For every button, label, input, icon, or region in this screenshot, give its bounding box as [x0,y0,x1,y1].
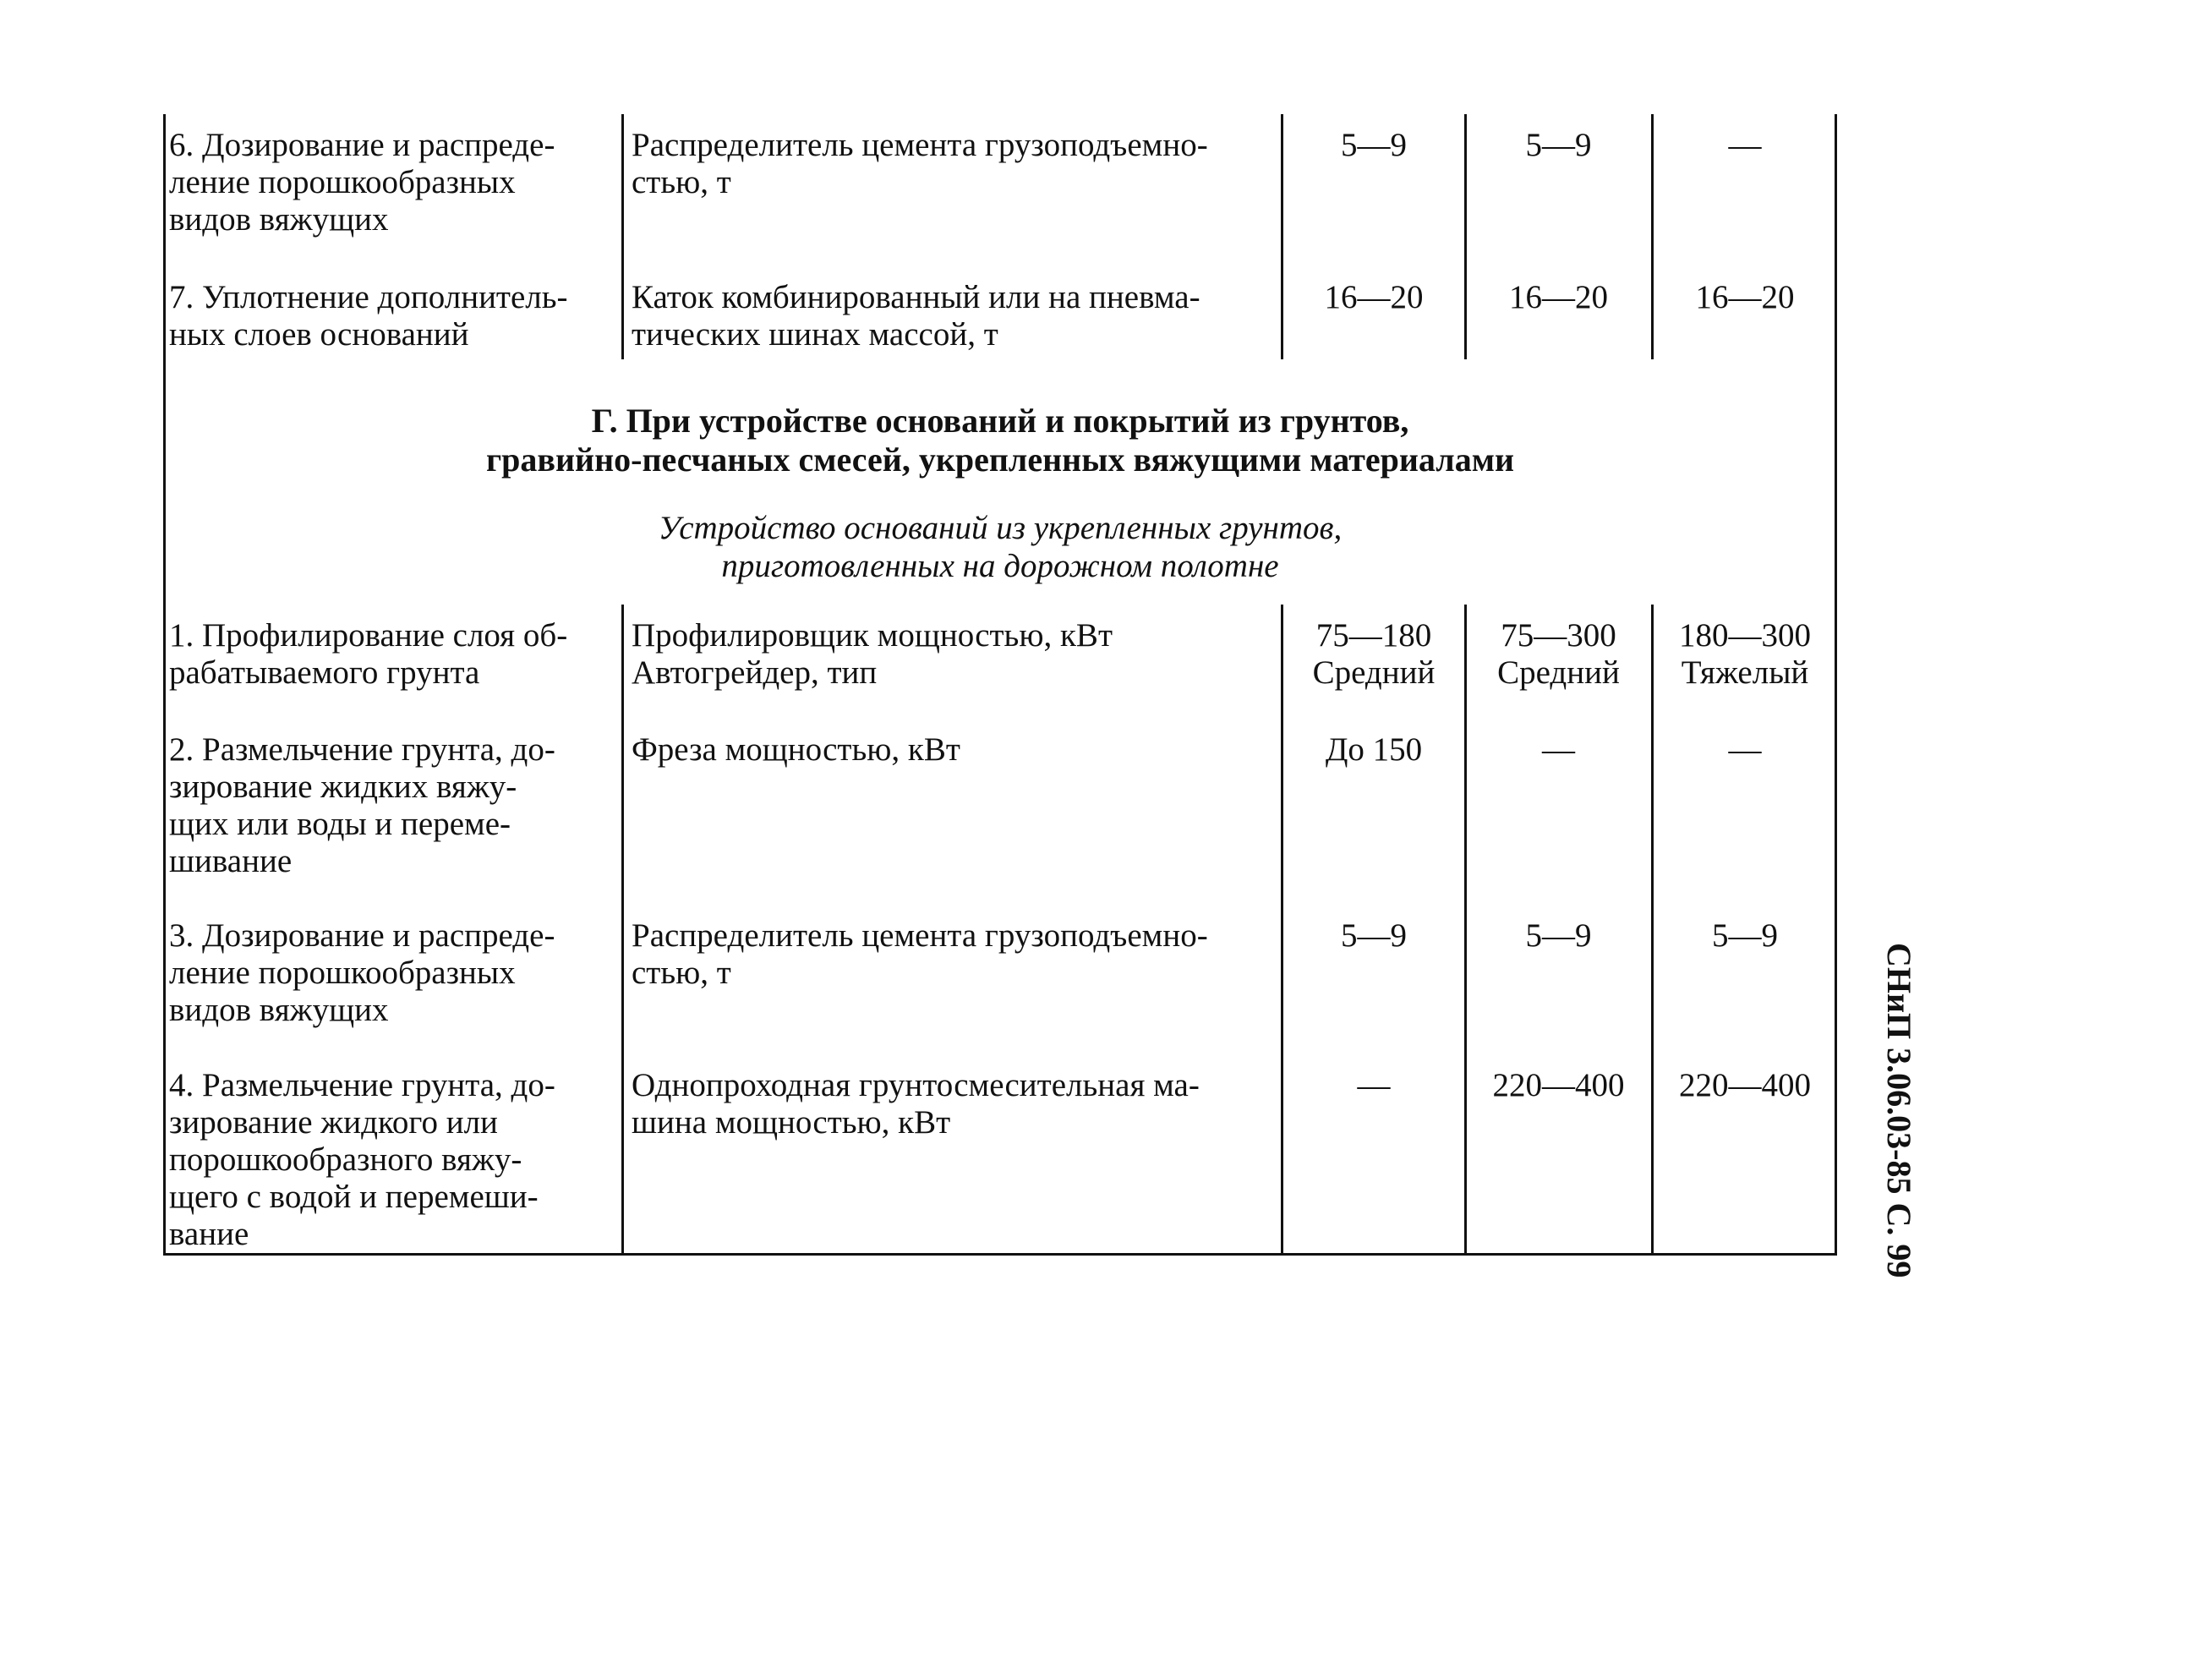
machine-line: Фреза мощностью, кВт [632,731,960,768]
machine-line: Однопроходная грунтосмесительная ма- [632,1067,1200,1103]
value-line: 5—9 [1341,127,1407,163]
value-line: 220—400 [1492,1067,1625,1103]
machine-cell [632,917,1274,992]
col-divider-3-bottom [1464,605,1467,1256]
value-cell-2 [1468,917,1649,955]
machine-cell [632,279,1274,353]
value-cell-1 [1285,127,1463,164]
work-name-line: щих или воды и переме- [169,806,511,842]
value-line: Средний [1497,654,1620,691]
col-divider-2-top [1281,114,1283,359]
machine-line: шина мощностью, кВт [632,1104,951,1141]
col-divider-2-bottom [1281,605,1283,1256]
work-name-line: 3. Дозирование и распреде- [169,917,555,954]
value-line: — [1357,1067,1391,1103]
value-line: 220—400 [1679,1067,1811,1103]
work-name-line: вание [169,1216,249,1252]
work-name-cell [169,1067,613,1253]
work-name-line: 4. Размельчение грунта, до- [169,1067,555,1103]
work-name-line: шивание [169,843,293,879]
machine-cell [632,617,1274,692]
machine-line: Профилировщик мощностью, кВт [632,617,1113,654]
table-left-border [163,114,166,1256]
work-name-cell [169,731,613,880]
value-cell-1 [1285,917,1463,955]
work-name-line: порошкообразного вяжу- [169,1141,522,1178]
col-divider-4-bottom [1651,605,1654,1256]
value-line: 75—300 [1501,617,1616,654]
machine-cell [632,127,1274,201]
col-divider-1-bottom [621,605,624,1256]
col-divider-4-top [1651,114,1654,359]
value-cell-3 [1655,731,1835,769]
machine-cell [632,731,1274,769]
value-line: — [1728,731,1762,768]
value-cell-1 [1285,1067,1463,1104]
value-cell-2 [1468,731,1649,769]
value-line: 16—20 [1695,279,1795,315]
value-line: 5—9 [1525,917,1592,954]
col-divider-1-top [621,114,624,359]
work-name-line: 2. Размельчение грунта, до- [169,731,555,768]
value-cell-3 [1655,917,1835,955]
work-name-cell [169,279,613,353]
section-subtitle-line: Устройство оснований из укрепленных грунтов, [658,510,1343,546]
value-line: Средний [1312,654,1436,691]
value-cell-1 [1285,617,1463,692]
section-title [163,402,1837,479]
machine-line: Каток комбинированный или на пневма- [632,279,1200,315]
value-cell-3 [1655,617,1835,692]
value-line: 5—9 [1341,917,1407,954]
machine-line: Автогрейдер, тип [632,654,878,691]
machine-line: тических шинах массой, т [632,316,998,353]
machine-line: Распределитель цемента грузоподъемно- [632,127,1208,163]
value-line: — [1728,127,1762,163]
work-name-line: 1. Профилирование слоя об- [169,617,568,654]
value-cell-1 [1285,731,1463,769]
section-subtitle-line: приготовленных на дорожном полотне [721,548,1279,584]
work-name-cell [169,617,613,692]
machine-line: стью, т [632,164,731,200]
value-cell-2 [1468,617,1649,692]
value-cell-2 [1468,1067,1649,1104]
work-name-cell [169,127,613,238]
value-cell-1 [1285,279,1463,316]
work-name-line: 7. Уплотнение дополнитель- [169,279,568,315]
section-subtitle [163,509,1837,585]
value-cell-3 [1655,279,1835,316]
machine-cell [632,1067,1274,1141]
value-cell-3 [1655,127,1835,164]
value-cell-2 [1468,127,1649,164]
work-name-line: ных слоев оснований [169,316,469,353]
work-name-line: видов вяжущих [169,201,389,238]
work-name-line: ление порошкообразных [169,955,516,991]
value-line: 5—9 [1712,917,1778,954]
section-title-line: гравийно-песчаных смесей, укрепленных вяжущими материалами [486,441,1514,479]
section-title-line: Г. При устройстве оснований и покрытий из грунтов, [591,402,1409,440]
value-cell-2 [1468,279,1649,316]
col-divider-3-top [1464,114,1467,359]
page-reference: СНиП 3.06.03-85 С. 99 [1880,943,1918,1278]
work-name-line: щего с водой и перемеши- [169,1179,539,1215]
value-line: 16—20 [1509,279,1608,315]
value-line: 5—9 [1525,127,1592,163]
work-name-cell [169,917,613,1029]
work-name-line: зирование жидких вяжу- [169,769,517,805]
value-line: Тяжелый [1681,654,1809,691]
value-line: 75—180 [1315,617,1432,654]
table-right-border [1835,114,1837,1256]
work-name-line: видов вяжущих [169,992,389,1028]
work-name-line: ление порошкообразных [169,164,516,200]
work-name-line: зирование жидкого или [169,1104,498,1141]
machine-line: Распределитель цемента грузоподъемно- [632,917,1208,954]
value-line: 16—20 [1324,279,1424,315]
value-line: До 150 [1325,731,1423,768]
work-name-line: 6. Дозирование и распреде- [169,127,555,163]
value-cell-3 [1655,1067,1835,1104]
table-bottom-border [163,1253,1837,1256]
machine-line: стью, т [632,955,731,991]
value-line: 180—300 [1679,617,1811,654]
work-name-line: рабатываемого грунта [169,654,480,691]
value-line: — [1542,731,1575,768]
